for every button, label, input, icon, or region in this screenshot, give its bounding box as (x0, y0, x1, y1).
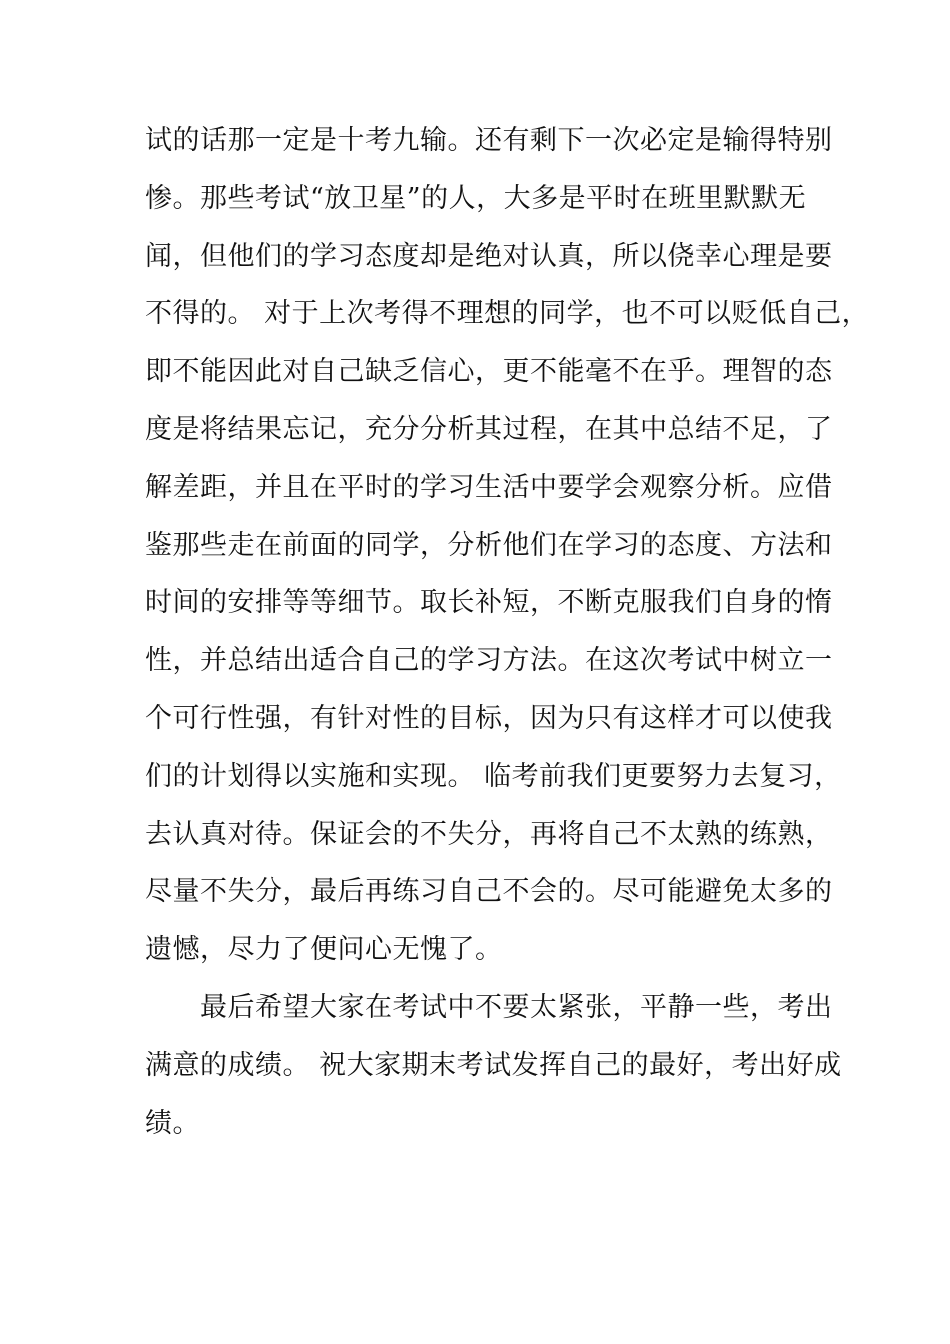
text-line: 尽量不失分，最后再练习自己不会的。尽可能避免太多的 (145, 876, 833, 908)
text-line: 们的计划得以实施和实现。 临考前我们更要努力去复习， (145, 760, 842, 792)
text-line: 遗憾，尽力了便问心无愧了。 (145, 934, 503, 966)
text-line: 惨。那些考试“放卫星”的人，大多是平时在班里默默无 (145, 182, 807, 214)
text-line: 度是将结果忘记，充分分析其过程，在其中总结不足，了 (145, 413, 833, 445)
text-line: 去认真对待。保证会的不失分，再将自己不太熟的练熟， (145, 818, 833, 850)
text-line: 满意的成绩。 祝大家期末考试发挥自己的最好，考出好成 (145, 1049, 842, 1081)
body-text (145, 112, 870, 1152)
text-line: 性，并总结出适合自己的学习方法。在这次考试中树立一 (145, 645, 833, 677)
text-line: 最后希望大家在考试中不要太紧张，平静一些，考出 (145, 991, 833, 1023)
text-line: 解差距，并且在平时的学习生活中要学会观察分析。应借 (145, 471, 833, 503)
text-line: 即不能因此对自己缺乏信心，更不能毫不在乎。理智的态 (145, 356, 833, 388)
paragraph-1 (145, 112, 870, 979)
text-line: 个可行性强，有针对性的目标，因为只有这样才可以使我 (145, 702, 833, 734)
text-line: 试的话那一定是十考九输。还有剩下一次必定是输得特别 (145, 125, 833, 156)
text-line: 鉴那些走在前面的同学，分析他们在学习的态度、方法和 (145, 529, 833, 561)
paragraph-2 (145, 979, 842, 1152)
text-line: 不得的。 对于上次考得不理想的同学，也不可以贬低自己， (145, 298, 870, 330)
text-line: 绩。 (145, 1107, 200, 1139)
text-line: 闻，但他们的学习态度却是绝对认真，所以侥幸心理是要 (145, 240, 833, 272)
text-line: 时间的安排等等细节。取长补短，不断克服我们自身的惰 (145, 587, 833, 619)
